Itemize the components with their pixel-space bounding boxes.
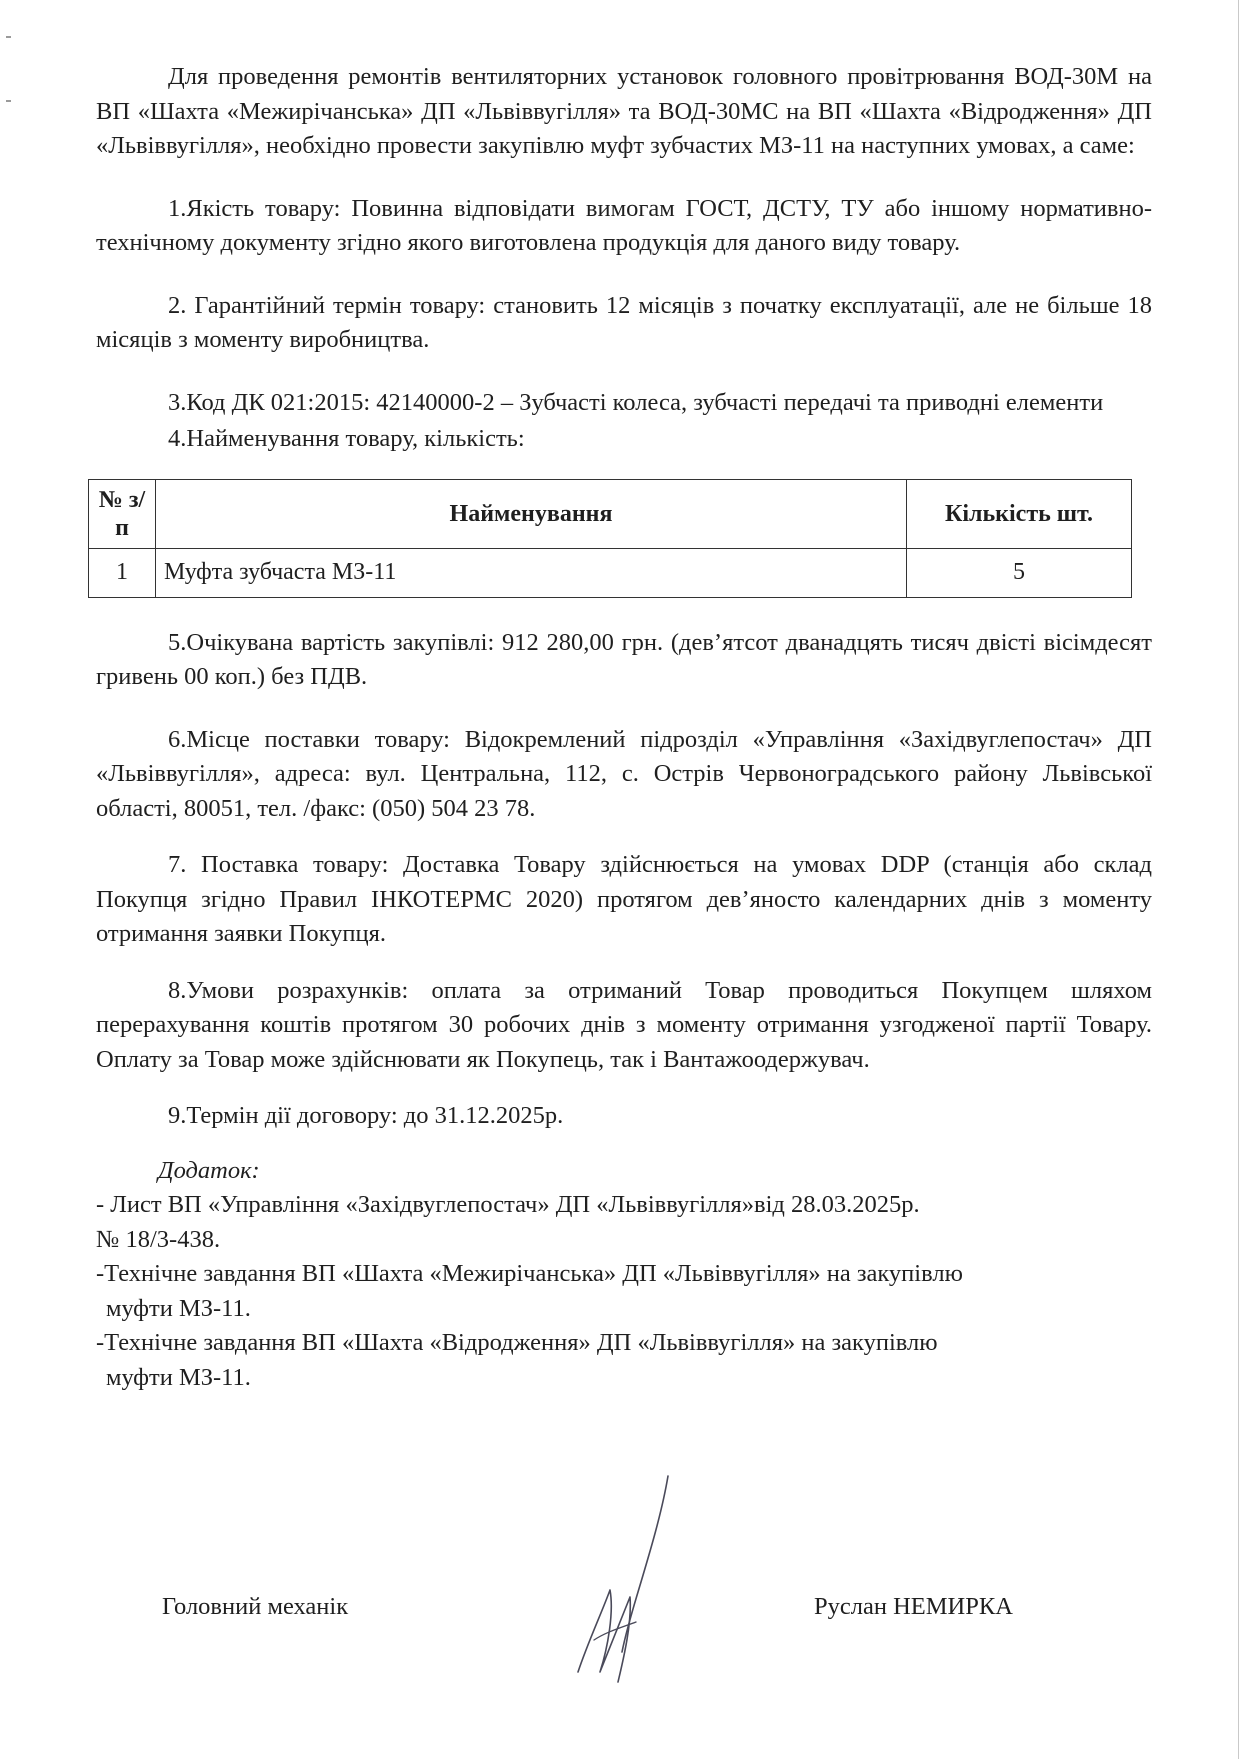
header-qty: Кількість шт. [907,479,1132,548]
attachment-item-line: муфти МЗ-11. [106,1294,251,1322]
cell-num: 1 [89,548,156,597]
intro-paragraph: Для проведення ремонтів вентиляторних установок головного провітрювання ВОД-30М на ВП «Шахта «Межирічанська» ДП «Львіввугілля» та ВОД-30МС на ВП «Шахта «Відродження» ДП «Львіввугілля», необхідно провести закупівлю муфт зубчастих МЗ-11 на наступних умовах, а саме: [96,63,1152,159]
code-paragraph: 3.Код ДК 021:2015: 42140000-2 – Зубчасті колеса, зубчасті передачі та приводні елементи [168,388,1104,416]
quality-paragraph: 1.Якість товару: Повинна відповідати вимогам ГОСТ, ДСТУ, ТУ або іншому нормативно-технічному документу згідно якого виготовлена продукція для даного виду товару. [96,194,1152,256]
signer-position: Головний механік [162,1593,349,1620]
handwritten-signature [566,1472,676,1692]
attachment-item-line: -Технічне завдання ВП «Шахта «Відродження» ДП «Львіввугілля» на закупівлю [96,1329,938,1356]
goods-table [88,479,1132,598]
document-body [96,60,1152,1395]
attachment-item-line: муфти МЗ-11. [106,1363,251,1391]
header-name: Найменування [156,479,907,548]
payment-paragraph: 8.Умови розрахунків: оплата за отриманий Товар проводиться Покупцем шляхом перерахування коштів протягом 30 робочих днів з моменту отримання узгодженої партії Товару. Оплату за Товар може здійснювати як Покупець, так і Вантажоодержувач. [96,976,1152,1073]
header-num: № з/п [89,479,156,548]
cost-paragraph: 5.Очікувана вартість закупівлі: 912 280,00 грн. (дев’ятсот дванадцять тисяч двісті вісімдесят гривень 00 коп.) без ПДВ. [96,628,1152,690]
attachments-title: Додаток: [158,1156,260,1184]
warranty-paragraph: 2. Гарантійний термін товару: становить 12 місяців з початку експлуатації, але не більше 18 місяців з моменту виробництва. [96,291,1152,353]
attachment-item-line: - Лист ВП «Управління «Західвуглепостач» ДП «Львіввугілля»від 28.03.2025р. [96,1191,920,1218]
signer-name: Руслан НЕМИРКА [814,1593,1013,1620]
delivery-place-paragraph: 6.Місце поставки товару: Відокремлений підрозділ «Управління «Західвуглепостач» ДП «Львіввугілля», адреса: вул. Центральна, 112, с. Острів Червоноградського району Львівської області, 80051, тел. /факс: (050) 504 23 78. [96,725,1152,822]
goods-heading: 4.Найменування товару, кількість: [168,425,525,452]
delivery-terms-paragraph: 7. Поставка товару: Доставка Товару здійснюється на умовах DDP (станція або склад Покупця згідно Правил ІНКОТЕРМС 2020) протягом дев’яносто календарних днів з моменту отримання заявки Покупця. [96,851,1152,947]
attachment-item-line: -Технічне завдання ВП «Шахта «Межирічанська» ДП «Львіввугілля» на закупівлю [96,1260,963,1287]
scan-speck [6,100,11,102]
cell-qty: 5 [907,548,1132,597]
table-row [89,548,1132,597]
attachment-item-line: № 18/3-438. [96,1225,221,1253]
cell-name: Муфта зубчаста МЗ-11 [156,548,907,597]
table-header-row [89,479,1132,548]
contract-term-paragraph: 9.Термін дії договору: до 31.12.2025р. [168,1102,564,1129]
attachments-list [96,1188,1152,1395]
scan-edge [1238,0,1239,1759]
scan-speck [6,36,11,38]
